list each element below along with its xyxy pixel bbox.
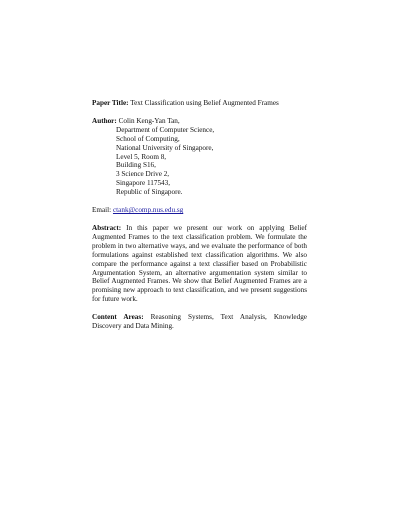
paper-title-line: Paper Title: Text Classification using Belief Augmented Frames bbox=[92, 99, 279, 107]
address-line: Department of Computer Science, bbox=[116, 125, 215, 134]
address-line: Republic of Singapore. bbox=[116, 188, 183, 197]
author-name: Colin Keng-Yan Tan, bbox=[118, 116, 180, 125]
abstract-paragraph: Abstract: In this paper we present our work on applying Belief Augmented Frames to the text classification problem. We formulate the problem in two alternative ways, and we evaluate the performance of both formulations against established text classification algorithms. We also compare the performance against a text classifier based on Probabilistic Argumentation System, an alternative argumentation system similar to Belief Augmented Frames. We show that Belief Augmented Frames are a promising new approach to text classification, and we present suggestions for future work. bbox=[92, 223, 307, 304]
author-block bbox=[92, 117, 307, 197]
address-line: National University of Singapore, bbox=[116, 143, 214, 152]
address-line: Singapore 117543, bbox=[116, 179, 171, 188]
content-areas-paragraph: Content Areas: Reasoning Systems, Text Analysis, Knowledge Discovery and Data Mining. bbox=[92, 313, 307, 331]
address-line: 3 Science Drive 2, bbox=[116, 170, 170, 179]
paper-title-label: Paper Title bbox=[92, 99, 127, 107]
email-line: Email: ctank@comp.nus.edu.sg bbox=[92, 206, 184, 215]
abstract-text: In this paper we present our work on applying Belief Augmented Frames to the text classification problem. We formulate the problem in two alternative ways, and we evaluate the performance of both formulations against established text classification algorithms. We also compare the performance against a text classifier based on Probabilistic Argumentation System, an alternative argumentation system similar to Belief Augmented Frames. We show that Belief Augmented Frames are a promising new approach to text classification, and we present suggestions for future work. bbox=[92, 223, 307, 304]
content-areas-text: Reasoning Systems, Text Analysis, Knowledge Discovery and Data Mining. bbox=[92, 313, 307, 331]
author-label: Author bbox=[92, 116, 115, 125]
paper-title-text: Text Classification using Belief Augmented Frames bbox=[130, 99, 279, 107]
email-label: Email bbox=[92, 206, 110, 215]
title-page-content bbox=[92, 99, 307, 331]
address-line: Building S16, bbox=[116, 161, 156, 170]
abstract-label: Abstract bbox=[92, 223, 119, 232]
email-link[interactable]: ctank@comp.nus.edu.sg bbox=[112, 206, 184, 215]
content-areas-label: Content Areas bbox=[92, 313, 142, 322]
address-line: Level 5, Room 8, bbox=[116, 152, 167, 161]
author-line: Author: Colin Keng-Yan Tan, bbox=[92, 116, 180, 125]
address-line: School of Computing, bbox=[116, 134, 180, 143]
